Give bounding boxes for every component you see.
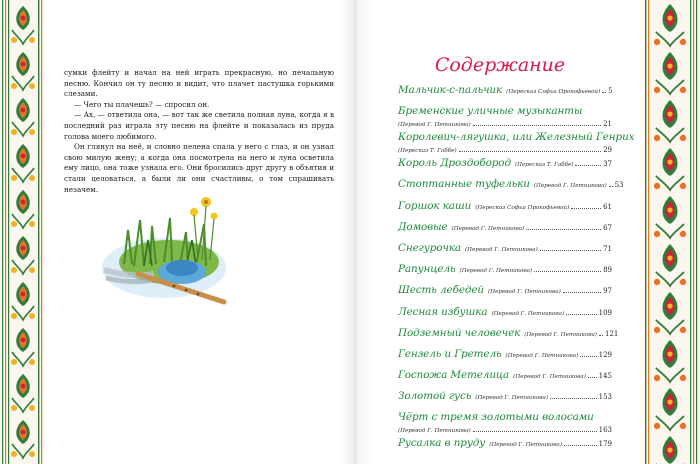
toc-entry-title: Королевич-лягушка, или Железный Генрих [398,131,635,144]
toc-entry-page: 179 [598,440,612,449]
toc-entry-title: Золотой гусь [398,390,472,403]
toc-entry[interactable] [398,369,612,390]
paragraph: — Ах, — ответила она, — вот так же светила полная луна, когда я в последний раз играла эту песню на флейте и показалась из пруда голова моего любимого. [64,110,334,141]
toc-entry-title: Снегурочка [398,241,461,254]
leader-dots [540,250,601,251]
leader-dots [566,314,596,315]
toc-entry-page: 89 [603,266,612,275]
paragraph: Он глянул на неё, и словно пелена спала у него с глаз, и он узнал свою милую жену; а когда она посмотрела на него и луна осветила ему лицо, она тоже узнала его. Они бросились друг другу в объятия и стали целоваться, а были ли они счастливы, о том спрашивать незачем. [64,142,334,194]
toc-entry[interactable] [398,105,612,131]
toc-entry-credit: (Перевод Г. Петникова) [489,442,562,449]
toc-entry-title: Рапунцель [398,263,456,276]
leader-dots [534,271,601,272]
toc-entry-title: Лесная избушка [398,305,488,318]
toc-heading: Содержание [434,54,566,76]
leader-dots [563,292,601,293]
leader-dots [609,186,613,187]
book-spine [338,0,372,464]
toc-entry-page: 97 [603,287,612,296]
toc-entry-title: Русалка в пруду [398,437,486,450]
toc-entry[interactable] [398,411,612,437]
toc-entry-credit: (Перевод Г. Петникова) [505,352,579,359]
leader-dots [459,151,602,152]
leader-dots [526,229,601,230]
leader-dots [473,125,601,126]
toc-entry-page: 21 [603,120,612,129]
toc-entry[interactable] [398,348,612,369]
toc-entry-credit: (Пересказ Софьи Прокофьевой) [506,89,601,95]
leader-dots [473,431,597,432]
toc-entry-page: 71 [603,244,612,253]
toc-entry-title: Стоптанные туфельки [398,178,530,191]
leader-dots [580,356,596,357]
toc-entry-title: Горшок каши [398,199,472,212]
paragraph: — Чего ты плачешь? — спросил он. [74,99,210,109]
toc-entry[interactable] [398,131,635,157]
toc-entry-page: 37 [603,160,612,169]
left-ornament-graphic [0,0,44,464]
toc-entry[interactable] [398,200,612,221]
toc-entry[interactable] [398,84,612,105]
toc-entry-credit: (Пересказ Т. Габбе) [398,148,457,155]
toc-entry-credit: (Перевод Г. Петникова) [459,268,533,275]
leader-dots [571,208,601,209]
toc-entry-page: 121 [604,329,619,338]
toc-entry[interactable] [398,306,612,327]
leader-dots [575,165,601,166]
right-ornament-graphic [644,0,700,464]
toc-entry-page: 67 [603,223,612,232]
toc-entry[interactable] [398,390,612,411]
toc-entry[interactable] [398,437,612,458]
toc-entry-credit: (Перевод Г. Петникова) [488,289,561,296]
toc-entry-page: 153 [598,393,612,402]
toc-entry-page: 61 [603,202,612,211]
toc-entry-credit: (Перевод Г. Петникова) [398,122,471,129]
toc-entry-page: 29 [603,146,612,155]
toc-entry-credit: (Перевод Г. Петникова) [451,225,525,232]
toc-entry[interactable] [398,242,612,263]
toc-entry-credit: (Перевод Г. Петникова) [533,183,607,190]
toc-entry[interactable] [398,263,612,284]
leader-dots [599,335,603,336]
flute-and-hat-illustration [94,190,244,320]
toc-entry-credit: (Пересказ Софьи Прокофьевой) [475,204,570,211]
toc-entry-title: Мальчик-с-пальчик [398,84,503,96]
leader-dots [588,377,597,378]
toc-entry-title: Подземный человечек [398,326,521,339]
toc-entry-title: Король Дроздобород [398,157,511,170]
right-ornament-border [644,0,700,464]
toc-entry-page: 129 [598,350,612,359]
toc-entry-page: 145 [598,372,612,381]
toc-entry[interactable] [398,326,619,348]
left-ornament-border [0,0,44,464]
toc-entry-credit: (Перевод Г. Петникова) [491,310,565,317]
toc-entry-title: Госпожа Метелица [398,369,510,382]
toc-entry-title: Гензель и Гретель [398,347,502,360]
toc-entry-credit: (Пересказ Т. Габбе) [514,162,574,169]
toc-entry[interactable] [398,284,612,305]
toc-entry-title: Чёрт с тремя золотыми волосами [398,411,594,424]
toc-entry[interactable] [398,221,612,242]
leader-dots [550,398,597,399]
paragraph: сумки флейту и начал на ней играть прекрасную, но печальную песню. Кончил он ту песню и видит, что плачет пастушка горькими слезами. [64,68,334,99]
toc-entry-credit: (Перевод Г. Петникова) [475,395,548,402]
toc-entry-page: 5 [608,87,613,95]
toc-entry[interactable] [398,157,612,178]
toc-entry-credit: (Перевод Г. Петникова) [465,246,538,253]
toc-entry-page: 109 [598,308,612,317]
toc-entry-title: Домовые [398,220,448,233]
toc-entry-title: Бременские уличные музыканты [398,105,583,118]
toc-entry-page: 53 [614,181,624,190]
left-page-text [64,68,334,195]
toc-entry[interactable] [398,178,624,199]
table-of-contents [398,84,635,459]
toc-entry-credit: (Перевод Г. Петникова) [513,374,586,381]
toc-entry-credit: (Перевод Г. Петникова) [398,428,471,435]
toc-entry-credit: (Перевод Г. Петникова) [524,331,597,338]
leader-dots [564,445,597,446]
leader-dots [602,92,606,93]
toc-entry-page: 163 [598,426,612,435]
toc-entry-title: Шесть лебедей [398,284,485,297]
